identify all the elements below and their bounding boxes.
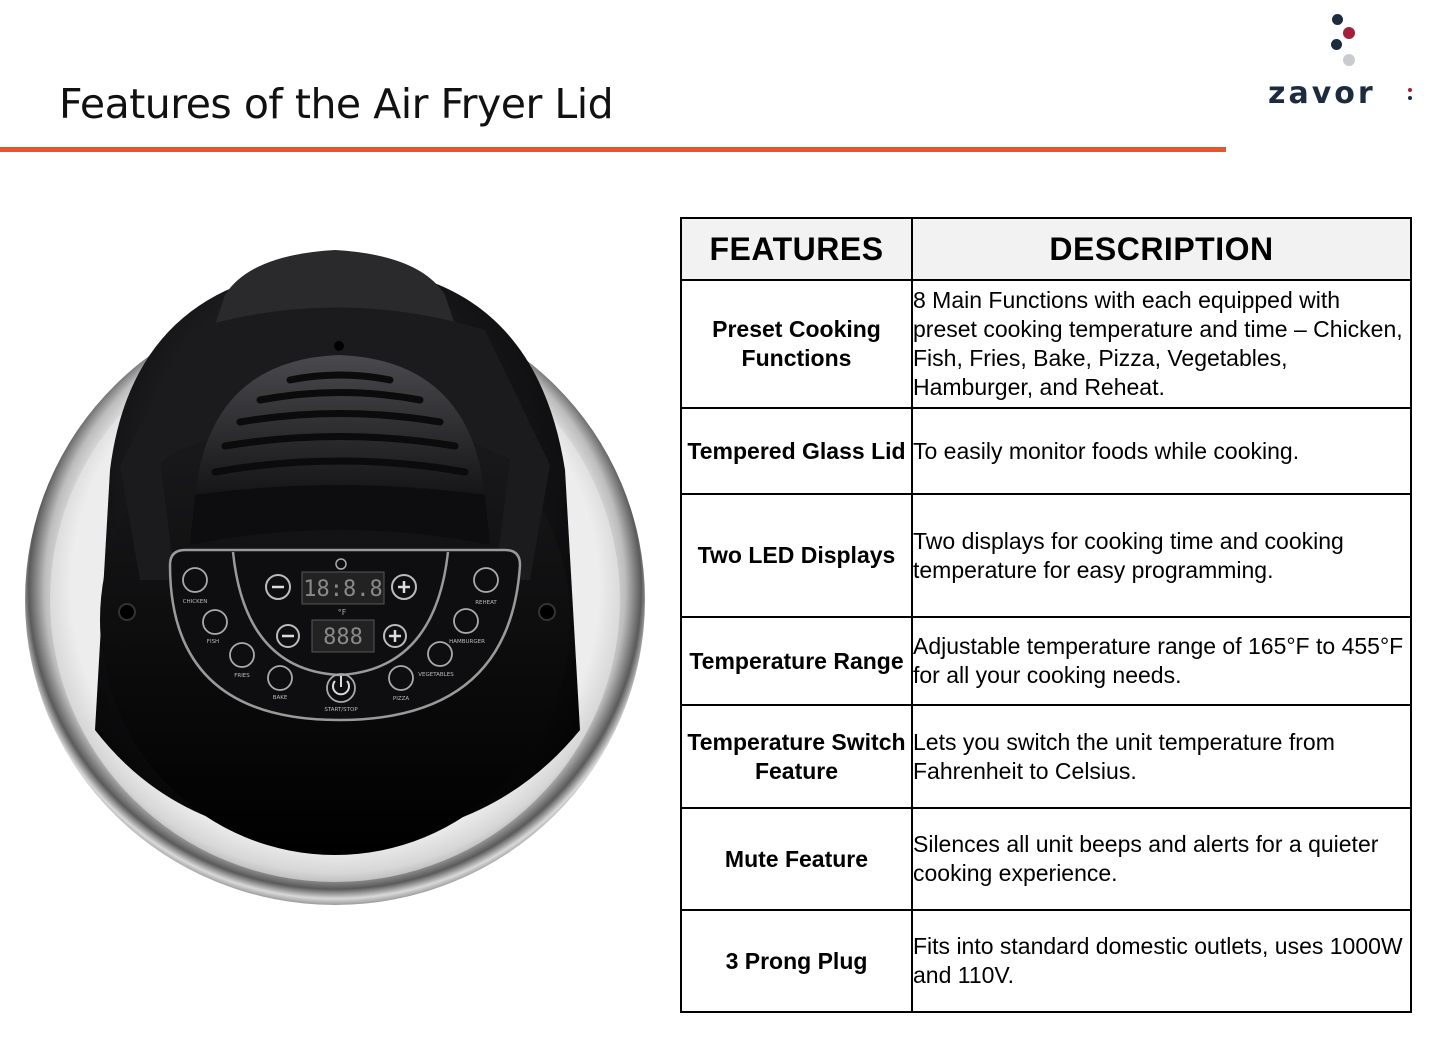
start-stop-label: START/STOP — [324, 707, 358, 713]
logo-dot-navy-mid — [1331, 39, 1342, 50]
table-row — [681, 494, 1411, 617]
logo-colon-icon — [1408, 88, 1413, 104]
feature-cell: 3 Prong Plug — [681, 910, 912, 1012]
unit-label: °F — [337, 608, 347, 617]
feature-cell: Mute Feature — [681, 808, 912, 910]
logo-dot-grey — [1343, 54, 1355, 66]
description-cell: 8 Main Functions with each equipped with preset cooking temperature and time – Chicken, Fish, Fries, Bake, Pizza, Vegetables, Hamburger, and Reheat. — [912, 280, 1411, 408]
table-row — [681, 910, 1411, 1012]
description-cell: Lets you switch the unit temperature from Fahrenheit to Celsius. — [912, 705, 1411, 808]
table-row — [681, 808, 1411, 910]
feature-cell: Two LED Displays — [681, 494, 912, 617]
display-time: 18:8.8 — [303, 577, 383, 602]
feature-cell: Tempered Glass Lid — [681, 408, 912, 494]
logo-dot-red — [1343, 27, 1355, 39]
logo-wordmark: zavor — [1268, 76, 1376, 111]
fish-label: FISH — [206, 639, 220, 645]
feature-cell: Temperature Switch Feature — [681, 705, 912, 808]
reheat-label: REHEAT — [475, 600, 497, 606]
zavor-logo — [1262, 10, 1422, 110]
description-cell: Two displays for cooking time and cooking temperature for easy programming. — [912, 494, 1411, 617]
air-fryer-lid-image — [20, 250, 660, 920]
hamburger-label: HAMBURGER — [449, 639, 485, 645]
table-row — [681, 408, 1411, 494]
header-features: FEATURES — [681, 218, 912, 280]
features-table — [680, 217, 1412, 1013]
chicken-label: CHICKEN — [182, 599, 208, 605]
table-header-row — [681, 218, 1411, 280]
table-row — [681, 617, 1411, 705]
header-description: DESCRIPTION — [912, 218, 1411, 280]
feature-cell: Preset Cooking Functions — [681, 280, 912, 408]
bake-label: BAKE — [272, 695, 288, 701]
description-cell: To easily monitor foods while cooking. — [912, 408, 1411, 494]
description-cell: Silences all unit beeps and alerts for a quieter cooking experience. — [912, 808, 1411, 910]
pizza-label: PIZZA — [392, 696, 410, 702]
table-row — [681, 705, 1411, 808]
logo-dot-navy-top — [1332, 14, 1343, 25]
vegetables-label: VEGETABLES — [418, 672, 454, 678]
title-underline — [0, 147, 1226, 152]
description-cell: Fits into standard domestic outlets, uses 1000W and 110V. — [912, 910, 1411, 1012]
page-title: Features of the Air Fryer Lid — [59, 80, 614, 128]
feature-cell: Temperature Range — [681, 617, 912, 705]
display-temp: 888 — [323, 625, 363, 650]
table-row — [681, 280, 1411, 408]
description-cell: Adjustable temperature range of 165°F to 455°F for all your cooking needs. — [912, 617, 1411, 705]
fries-label: FRIES — [234, 673, 250, 679]
